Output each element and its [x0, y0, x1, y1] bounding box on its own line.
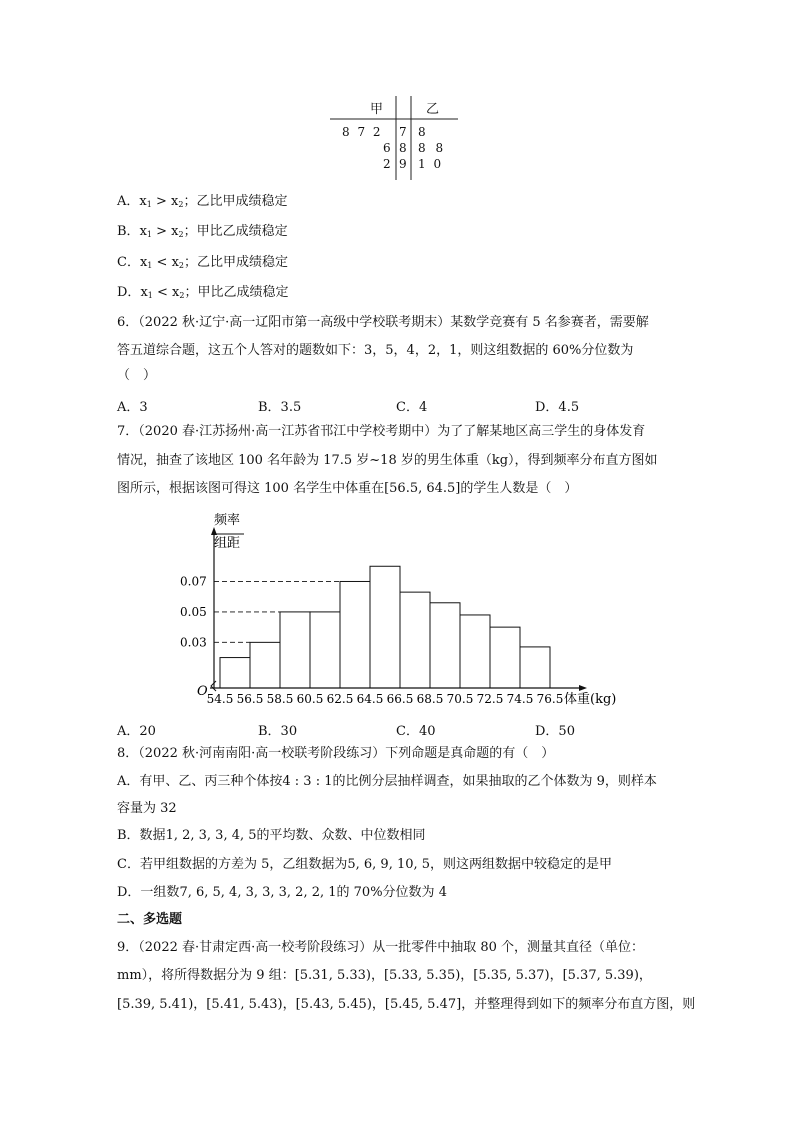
- q7-line-2: 情况，抽查了该地区 100 名年龄为 17.5 岁~18 岁的男生体重（kg），得到频率分布直方图如: [117, 453, 658, 468]
- x-tick-label-8: 68.5: [416, 692, 444, 706]
- q9-line-2: mm），将所得数据分为 9 组：[5.31, 5.33)，[5.33, 5.35)，[5.35, 5.37)，[5.37, 5.39)，: [117, 968, 652, 983]
- q9-line-3: [5.39, 5.41)，[5.41, 5.43)，[5.43, 5.45)，[5.45, 5.47]，并整理得到如下的频率分布直方图，则: [117, 997, 696, 1012]
- histogram-chart: [180, 505, 620, 710]
- histogram-bar-3: [280, 612, 310, 688]
- y-tick-label-1: 0.03: [180, 635, 207, 650]
- q7-line-1: 7．（2020 春·江苏扬州·高一江苏省邗江中学校考期中）为了了解某地区高三学生的身体发育: [117, 424, 646, 439]
- q5-option-d: D．$x_1 < x_2$；甲比乙成绩稳定: [117, 285, 289, 300]
- histogram-bar-11: [520, 647, 550, 688]
- q8-option-a-line-2: 容量为 32: [117, 801, 177, 816]
- histogram-bar-7: [400, 592, 430, 688]
- y-tick-label-2: 0.05: [180, 604, 207, 619]
- stem-leaf-row-3-stem: 9: [399, 157, 407, 171]
- q8-option-a-line-1: A．有甲、乙、丙三种个体按4 : 3 : 1的比例分层抽样调查，如果抽取的乙个体数为 9，则样本: [117, 774, 657, 789]
- x-tick-label-7: 66.5: [386, 692, 414, 706]
- x-tick-label-12: 76.5: [536, 692, 564, 706]
- x-tick-label-3: 58.5: [266, 692, 294, 706]
- q6-line-3: （ ）: [117, 368, 157, 383]
- q8-line-1: 8．（2022 秋·河南南阳·高一校联考阶段练习）下列命题是真命题的有（ ）: [117, 746, 555, 761]
- q6-line-2: 答五道综合题，这五个人答对的题数如下：3，5，4，2，1，则这组数据的 60%分位数为: [117, 343, 634, 358]
- q7-option-b: B．30: [258, 724, 298, 739]
- stem-leaf-row-1-stem: 7: [399, 125, 407, 139]
- histogram-bar-2: [250, 642, 280, 688]
- histogram-bar-9: [460, 615, 490, 688]
- stem-leaf-row-3-left: 2: [383, 157, 391, 171]
- q6-option-a: A．3: [117, 400, 148, 415]
- histogram-bar-10: [490, 627, 520, 688]
- histogram-x-tick-labels: [207, 692, 564, 706]
- stem-leaf-row-1-right: 8: [418, 125, 426, 139]
- q9-line-1: 9．（2022 春·甘肃定西·高一校考阶段练习）从一批零件中抽取 80 个，测量其直径（单位：: [117, 940, 645, 955]
- x-axis-arrow-icon: [579, 685, 587, 691]
- q6-line-1: 6．（2022 秋·辽宁·高一辽阳市第一高级中学校联考期末）某数学竞赛有 5 名参赛者，需要解: [117, 315, 649, 330]
- x-tick-label-6: 64.5: [356, 692, 384, 706]
- q5-option-c: C．$x_1 < x_2$；乙比甲成绩稳定: [117, 255, 289, 270]
- q6-option-c: C．4: [396, 400, 428, 415]
- y-tick-label-3: 0.07: [180, 574, 207, 589]
- x-tick-label-10: 72.5: [476, 692, 504, 706]
- q7-line-3: 图所示，根据该图可得这 100 名学生中体重在[56.5, 64.5]的学生人数是（ ）: [117, 481, 578, 496]
- x-tick-label-5: 62.5: [326, 692, 354, 706]
- stem-leaf-row-1-left: 8 7 2: [342, 125, 381, 139]
- stem-leaf-header-right: 乙: [426, 102, 440, 117]
- x-tick-label-11: 74.5: [506, 692, 534, 706]
- histogram-bar-5: [340, 581, 370, 688]
- origin-label: O: [197, 684, 208, 699]
- q5-option-a: A．$x_1 > x_2$；乙比甲成绩稳定: [117, 194, 288, 209]
- x-tick-label-4: 60.5: [296, 692, 324, 706]
- ylabel-bottom: 组距: [214, 536, 241, 551]
- histogram-bar-4: [310, 612, 340, 688]
- x-tick-label-2: 56.5: [236, 692, 264, 706]
- q8-option-d: D．一组数7, 6, 5, 4, 3, 3, 3, 2, 2, 1的 70%分位数为 4: [117, 885, 447, 900]
- xlabel: 体重(kg): [564, 692, 617, 707]
- q8-option-c: C．若甲组数据的方差为 5，乙组数据为5, 6, 9, 10, 5，则这两组数据中较稳定的是甲: [117, 857, 613, 872]
- histogram-bars: [220, 566, 550, 688]
- q7-option-c: C．40: [396, 724, 436, 739]
- q6-option-b: B．3.5: [258, 400, 302, 415]
- histogram-bar-1: [220, 658, 250, 688]
- histogram-bar-6: [370, 566, 400, 688]
- section-heading-multiple-choice: 二、多选题: [117, 912, 183, 927]
- q6-option-d: D．4.5: [535, 400, 580, 415]
- ylabel-top: 频率: [214, 513, 241, 528]
- x-tick-label-1: 54.5: [206, 692, 234, 706]
- histogram-bar-8: [430, 603, 460, 688]
- x-tick-label-9: 70.5: [446, 692, 474, 706]
- stem-leaf-header-left: 甲: [370, 102, 384, 117]
- histogram-y-tick-labels: [180, 574, 207, 649]
- q7-option-d: D．50: [535, 724, 575, 739]
- stem-leaf-row-3-right: 1 0: [418, 157, 442, 171]
- q7-interval: [56.5, 64.5]: [384, 481, 461, 496]
- stem-leaf-row-2-right: 8 8: [418, 141, 444, 155]
- stem-leaf-row-2-left: 6: [383, 141, 391, 155]
- q7-option-a: A．20: [117, 724, 156, 739]
- stem-leaf-row-2-stem: 8: [399, 141, 407, 155]
- q5-option-b: B．$x_1 > x_2$；甲比乙成绩稳定: [117, 224, 288, 239]
- q8-option-b: B．数据1, 2, 3, 3, 4, 5的平均数、众数、中位数相同: [117, 828, 426, 843]
